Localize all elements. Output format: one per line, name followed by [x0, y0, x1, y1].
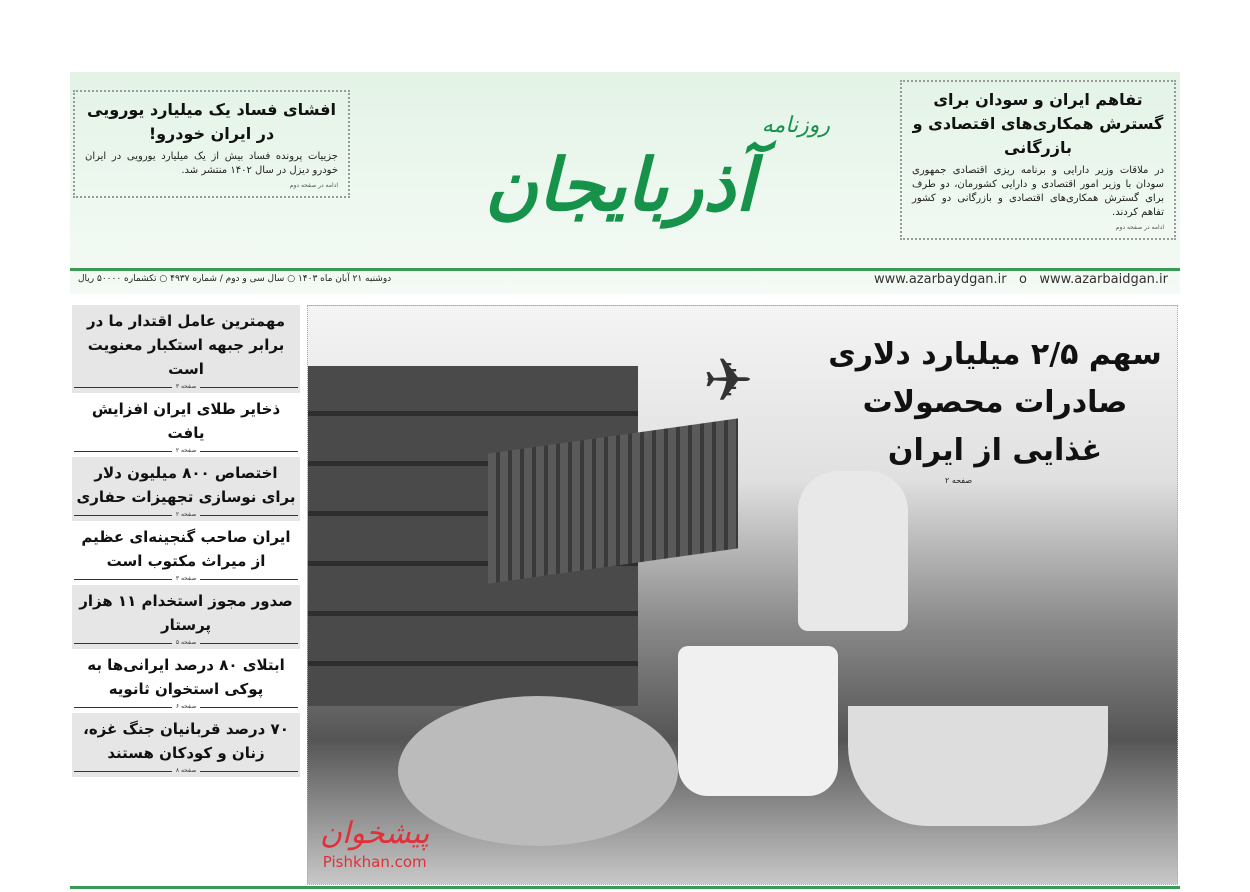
- website-links: [874, 272, 1168, 287]
- list-item[interactable]: [72, 521, 300, 585]
- headline: صدور مجوز استخدام ۱۱ هزار پرستار: [79, 592, 293, 634]
- newspaper-logo: [410, 76, 830, 266]
- list-item[interactable]: [72, 713, 300, 777]
- page-ref: صفحه ۶: [74, 701, 298, 713]
- dateline: دوشنبه ۲۱ آبان ماه ۱۴۰۳ ○ سال سی و دوم / شماره ۴۹۳۷ ○ تکشماره ۵۰۰۰۰ ریال: [78, 274, 392, 284]
- page-ref: صفحه ۵: [74, 637, 298, 649]
- teaser-body: جزییات پرونده فساد بیش از یک میلیارد یورویی در ایران خودرو دیزل در سال ۱۴۰۲ منتشر شد.: [85, 151, 338, 176]
- list-item[interactable]: [72, 585, 300, 649]
- page-ref: صفحه ۳: [74, 573, 298, 585]
- list-item[interactable]: [72, 393, 300, 457]
- lead-headline: [825, 331, 1165, 487]
- sidebar-headlines: [72, 305, 300, 777]
- teaser-title: تفاهم ایران و سودان برای گسترش همکاری‌های اقتصادی و بازرگانی: [912, 90, 1164, 157]
- headline: ابتلای ۸۰ درصد ایرانی‌ها به پوکی استخوان ثانویه: [87, 656, 285, 698]
- teaser-title: افشای فساد یک میلیارد یورویی در ایران خودرو!: [87, 100, 336, 143]
- milk-jug-image: [678, 646, 838, 796]
- page-ref: صفحه ۳: [74, 381, 298, 393]
- airplane-icon: ✈: [703, 346, 754, 416]
- divider: [70, 268, 1180, 271]
- teaser-box-right[interactable]: [900, 80, 1176, 240]
- list-item[interactable]: [72, 305, 300, 393]
- inspector-image: [798, 471, 908, 631]
- bread-image: [398, 696, 678, 846]
- lead-title: سهم ۲/۵ میلیارد دلاری صادرات محصولات غذایی از ایران: [828, 337, 1162, 468]
- page-ref: صفحه ۲: [945, 476, 973, 485]
- page-ref: صفحه ۲: [74, 509, 298, 521]
- lead-story[interactable]: [307, 305, 1178, 885]
- list-item[interactable]: [72, 457, 300, 521]
- headline: ایران صاحب گنجینه‌ای عظیم از میراث مکتوب است: [81, 528, 291, 570]
- flour-bowl-image: [848, 706, 1108, 826]
- site-link[interactable]: www.azarbaidgan.ir: [1039, 272, 1168, 287]
- watermark-fa: پیشخوان: [320, 816, 430, 851]
- list-item[interactable]: [72, 649, 300, 713]
- watermark-en: Pishkhan.com: [322, 853, 427, 871]
- continued-note: ادامه در صفحه دوم: [1115, 224, 1164, 231]
- headline: مهمترین عامل اقتدار ما در برابر جبهه استکبار معنویت است: [86, 312, 286, 378]
- teaser-body: در ملاقات وزیر دارایی و برنامه ریزی اقتصادی جمهوری سودان با وزیر امور اقتصادی و دارایی کشورمان، دو طرف برای گسترش همکاری‌های اقتصادی و بازرگانی دو کشور تفاهم کردند.: [912, 165, 1164, 218]
- logo-text: آذربایجان: [484, 142, 756, 227]
- page-ref: صفحه ۸: [74, 765, 298, 777]
- page-ref: صفحه ۲: [74, 445, 298, 457]
- headline: ذخایر طلای ایران افزایش یافت: [91, 400, 281, 442]
- divider: [70, 886, 1180, 889]
- teaser-box-left[interactable]: [73, 90, 350, 198]
- headline: ۷۰ درصد قربانیان جنگ غزه، زنان و کودکان هستند: [83, 720, 289, 762]
- site-link[interactable]: www.azarbaydgan.ir: [873, 272, 1007, 287]
- headline: اختصاص ۸۰۰ میلیون دلار برای نوسازی تجهیزات حفاری: [76, 464, 296, 506]
- watermark: [320, 815, 429, 871]
- separator: o: [1019, 272, 1028, 287]
- continued-note: ادامه در صفحه دوم: [289, 182, 338, 189]
- logo-subtitle: روزنامه: [761, 113, 830, 138]
